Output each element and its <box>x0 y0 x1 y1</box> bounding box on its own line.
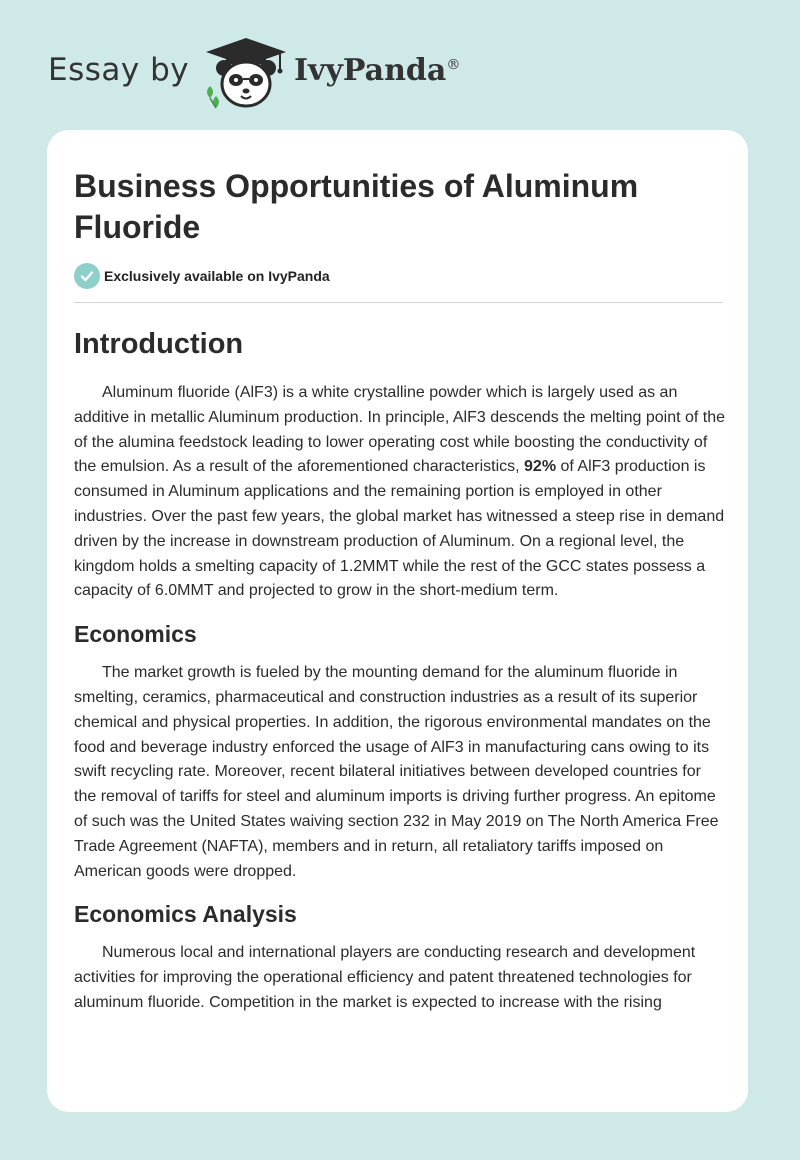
check-icon <box>74 263 100 289</box>
site-header <box>0 0 800 130</box>
economics-analysis-paragraph: Numerous local and international players are conducting research and development activities for improving the operational efficiency and patent threatened technologies for aluminum fluoride. Competition in the market is expected to increase with the rising <box>74 944 696 1011</box>
article-title: Business Opportunities of Aluminum Fluoride <box>74 168 639 245</box>
introduction-paragraph <box>74 381 726 604</box>
essay-by-label: Essay by <box>48 52 190 88</box>
divider <box>74 302 723 303</box>
exclusive-badge <box>74 263 330 289</box>
intro-text-part-2: of AlF3 production is consumed in Aluminum applications and the remaining portion is employed in other industries. Over the past few years, the global market has witnessed a steep rise in demand driven by the increase in downstream production of Aluminum. On a regional level, the kingdom holds a smelting capacity of 1.2MMT while the rest of the GCC states possess a capacity of 6.0MMT and projected to grow in the short-medium term. <box>74 458 725 600</box>
section-heading-economics-analysis: Economics Analysis <box>74 901 297 928</box>
ivypanda-brand[interactable] <box>294 53 460 88</box>
registered-mark: ® <box>446 57 461 73</box>
intro-text-part-1: Aluminum fluoride (AlF3) is a white crystalline powder which is largely used as an additive in metallic Aluminum production. In principle, AlF3 descends the melting point of the of the alumina feedstock leading to lower operating cost while boosting the conductivity of the emulsion. As a result of the aforementioned characteristics, <box>74 384 726 476</box>
section-heading-economics: Economics <box>74 621 197 648</box>
section-heading-introduction: Introduction <box>74 328 244 360</box>
article-body <box>74 324 726 1016</box>
brand-name: IvyPanda <box>294 53 447 88</box>
exclusive-label: Exclusively available on IvyPanda <box>104 268 330 284</box>
intro-bold-percentage: 92% <box>524 458 557 476</box>
ivypanda-logo-icon[interactable] <box>200 36 292 110</box>
article-card <box>47 130 748 1112</box>
economics-paragraph: The market growth is fueled by the mounting demand for the aluminum fluoride in smelting, ceramics, pharmaceutical and construction industries as a result of its superior chemical and physical properties. In addition, the rigorous environmental mandates on the food and beverage industry enforced the usage of AlF3 in manufacturing cans owing to its swift recycling rate. Moreover, recent bilateral initiatives between developed countries for the removal of tariffs for steel and aluminum imports is driving further progress. An epitome of such was the United States waiving section 232 in May 2019 on The North America Free Trade Agreement (NAFTA), members and in return, all retaliatory tariffs imposed on American goods were dropped. <box>74 664 719 880</box>
